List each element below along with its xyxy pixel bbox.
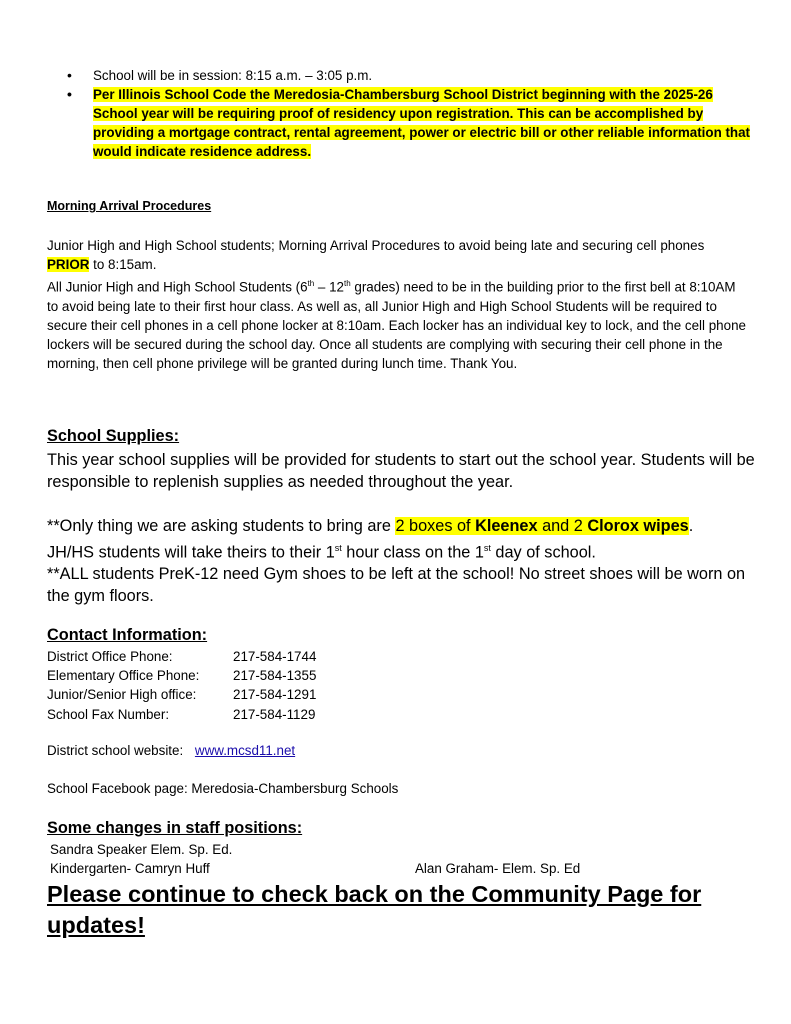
contact-table <box>47 647 316 724</box>
bring-items-highlight: 2 boxes of Kleenex and 2 Clorox wipes <box>395 517 689 535</box>
gym-shoes-line: **ALL students PreK-12 need Gym shoes to be left at the school! No street shoes will be worn on the gym floors. <box>47 565 746 606</box>
district-website-link[interactable]: www.mcsd11.net <box>194 743 296 758</box>
staff-changes-heading: Some changes in staff positions: <box>47 819 303 837</box>
announcement-bullets <box>65 66 755 161</box>
residency-highlight: Per Illinois School Code the Meredosia-Chambersburg School District beginning with the 2025-26 School year will be requiring proof of residency upon registration. This can be accomplished by providing a mortgage contract, rental agreement, power or electric bill or other reliable information that would indicate residence address. <box>93 87 751 159</box>
bring-items-line: **Only thing we are asking students to bring are 2 boxes of Kleenex and 2 Clorox wipes. <box>47 517 694 535</box>
staff-item: Alan Graham- Elem. Sp. Ed <box>415 861 581 876</box>
contact-row: District Office Phone: 217-584-1744 <box>47 649 317 664</box>
morning-intro-paragraph: Junior High and High School students; Morning Arrival Procedures to avoid being late and securing cell phones PRIOR to 8:15am. <box>47 238 705 273</box>
district-website-line: District school website: www.mcsd11.net <box>47 743 296 758</box>
school-supplies-heading: School Supplies: <box>47 427 180 445</box>
contact-row: Junior/Senior High office: 217-584-1291 <box>47 687 317 703</box>
contact-row: Elementary Office Phone: 217-584-1355 <box>47 668 317 684</box>
closing-message: Please continue to check back on the Community Page for updates! <box>47 881 702 938</box>
prior-highlight: PRIOR <box>47 257 90 273</box>
contact-row: School Fax Number: 217-584-1129 <box>47 706 316 722</box>
staff-item: Kindergarten- Camryn Huff <box>50 861 210 876</box>
staff-item: Sandra Speaker Elem. Sp. Ed. <box>50 842 233 857</box>
contact-info-heading: Contact Information: <box>47 626 208 644</box>
supplies-bring-paragraph <box>47 515 757 607</box>
jhhs-line: JH/HS students will take theirs to their 1st hour class on the 1st day of school. <box>47 543 596 562</box>
residency-bullet <box>65 85 755 161</box>
morning-body-paragraph: All Junior High and High School Students (6th – 12th grades) need to be in the building prior to the first bell at 8:10AM to avoid being late to their first hour class. As well as, all Junior High and High School Students will be required to secure their cell phones in a cell phone locker at 8:10am. Each locker has an individual key to lock, and the cell phone lockers will be secured during the school day. Once all students are complying with securing their cell phone in the morning, then cell phone privilege will be granted during lunch time. Thank You. <box>47 279 746 372</box>
school-supplies-text: This year school supplies will be provided for students to start out the school year. Students will be responsible to replenish supplies as needed throughout the year. <box>47 451 755 491</box>
morning-arrival-heading: Morning Arrival Procedures <box>47 199 212 213</box>
facebook-page-line: School Facebook page: Meredosia-Chambersburg Schools <box>47 781 399 796</box>
session-hours-bullet: • School will be in session: 8:15 a.m. – 3:05 p.m. <box>65 66 755 85</box>
